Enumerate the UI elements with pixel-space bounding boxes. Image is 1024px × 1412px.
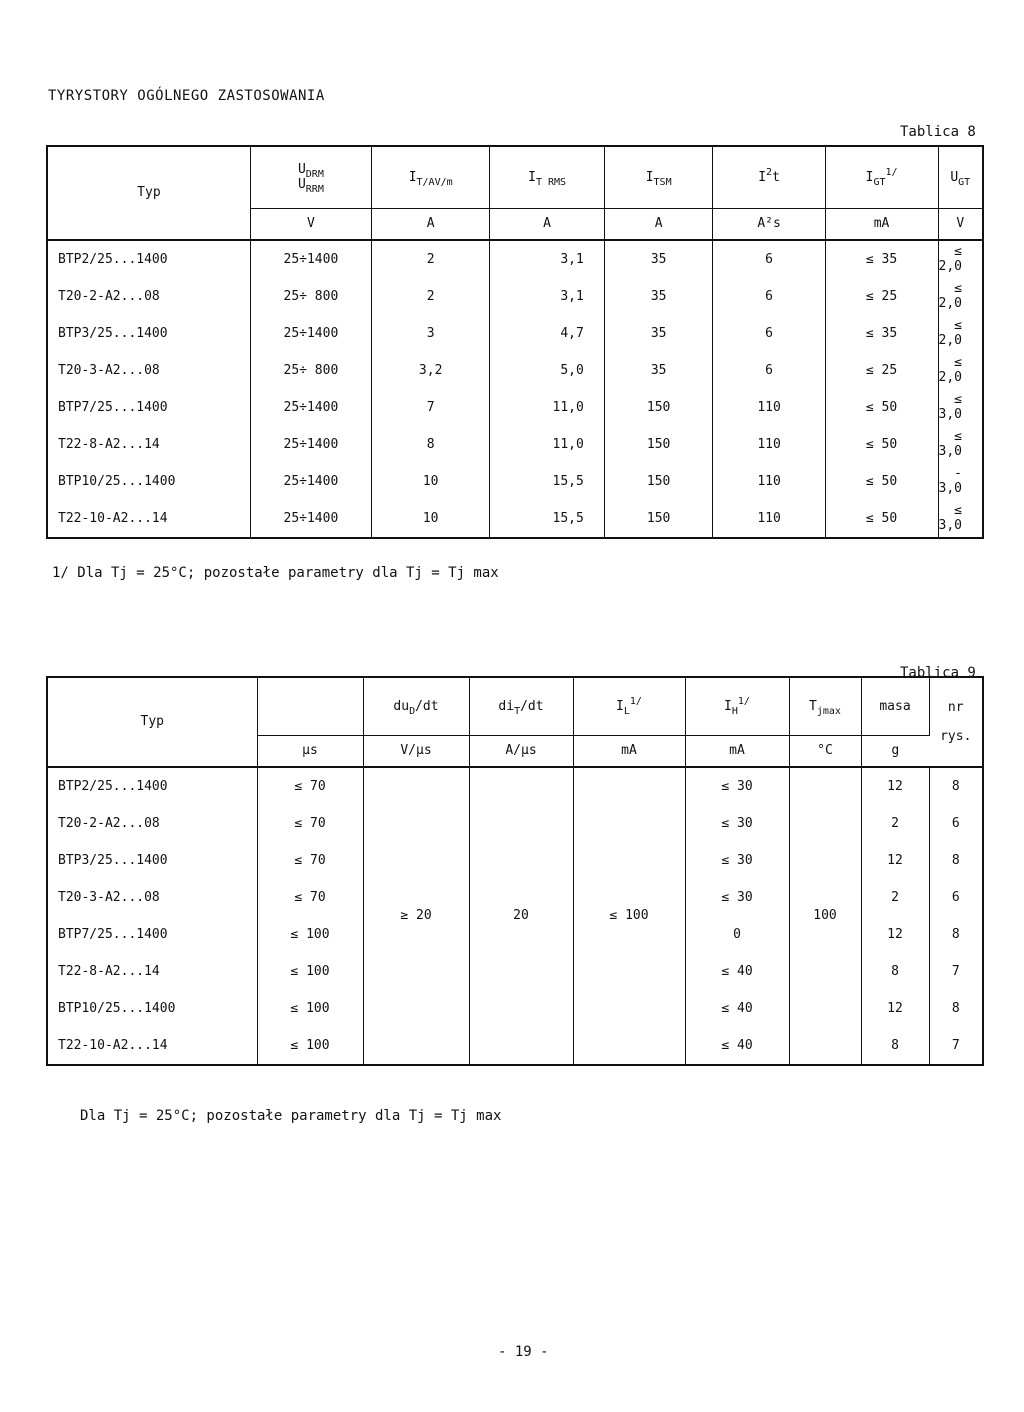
merged-cell-il: ≤ 100: [573, 767, 685, 1065]
table-cell: 3,1: [490, 240, 604, 278]
col-header-dud-dt: $du_D/dt$: [363, 677, 469, 735]
table-cell: 6: [951, 889, 960, 905]
table-cell: ≤ 2,0: [938, 244, 962, 274]
table-cell: 6: [713, 240, 825, 278]
table-cell: ≤ 100: [257, 916, 363, 953]
table-cell: 5,0: [490, 352, 604, 389]
col-header-nr: nr rys.: [929, 677, 983, 767]
table-cell: 8: [371, 426, 489, 463]
table-cell: 8: [951, 1000, 960, 1016]
table-cell: 150: [604, 426, 713, 463]
table-row: [47, 389, 983, 426]
unit-cell: A/µs: [469, 735, 573, 767]
table-row: [47, 463, 983, 500]
table-cell: - 3,0: [938, 466, 962, 496]
table-cell: ≤ 50: [825, 463, 938, 500]
col-header-itav: $I_{T/AV/m}$: [371, 146, 489, 208]
table-cell: 12: [861, 916, 929, 953]
unit-cell: mA: [825, 208, 938, 240]
table-cell: 6: [713, 278, 825, 315]
table-cell: T22-8-A2...14: [47, 426, 250, 463]
unit-cell: V: [250, 208, 371, 240]
unit-cell: A: [604, 208, 713, 240]
table-cell: ≤ 40: [685, 990, 789, 1027]
table-cell: ≤ 30: [685, 879, 789, 916]
unit-cell: µs: [257, 735, 363, 767]
table-cell: ≤ 50: [825, 426, 938, 463]
table-cell: BTP10/25...1400: [47, 463, 250, 500]
col-header-empty: [257, 677, 363, 735]
table-cell: ≤ 30: [685, 767, 789, 805]
table9-caption: Tablica 9: [900, 665, 976, 681]
table-cell: 110: [713, 426, 825, 463]
unit-cell: A: [371, 208, 489, 240]
table-cell: ≤ 50: [825, 500, 938, 538]
col-header-itrms: $I_{T RMS}$: [490, 146, 604, 208]
col-header-il: $I_L^{1/}$: [573, 677, 685, 735]
table-cell: 8: [951, 852, 960, 868]
table-cell: BTP7/25...1400: [47, 389, 250, 426]
table-cell: ≤ 25: [825, 352, 938, 389]
table-cell: 12: [861, 767, 929, 805]
table-cell: 10: [371, 463, 489, 500]
table-cell: ≤ 25: [825, 278, 938, 315]
table-cell: ≤ 40: [685, 1027, 789, 1065]
page-number: - 19 -: [498, 1344, 549, 1360]
table-cell: 35: [604, 278, 713, 315]
table-cell: 6: [713, 352, 825, 389]
table-row: [47, 426, 983, 463]
table-cell: ≤ 100: [257, 953, 363, 990]
table-row: [47, 240, 983, 278]
col-header-typ: Typ: [47, 146, 250, 240]
table-cell: T22-10-A2...14: [47, 500, 250, 538]
table-cell: ≤ 2,0: [938, 318, 962, 348]
table-cell: 25÷1400: [250, 315, 371, 352]
unit-cell: A: [490, 208, 604, 240]
table-cell: ≤ 70: [257, 842, 363, 879]
table-cell: 0: [685, 916, 789, 953]
table-cell: 110: [713, 463, 825, 500]
table-cell: 11,0: [490, 389, 604, 426]
table-cell: ≤ 100: [257, 1027, 363, 1065]
table-cell: 150: [604, 463, 713, 500]
table-cell: 8: [951, 926, 960, 942]
col-header-i2t: $I^2t$: [713, 146, 825, 208]
unit-cell: mA: [573, 735, 685, 767]
table-cell: 15,5: [490, 463, 604, 500]
unit-cell: mA: [685, 735, 789, 767]
table-cell: 3,2: [371, 352, 489, 389]
col-header-typ: Typ: [47, 677, 257, 767]
table-cell: ≤ 35: [825, 240, 938, 278]
table-cell: ≤ 3,0: [938, 392, 962, 422]
col-header-dit-dt: $di_T/dt$: [469, 677, 573, 735]
table-row: [47, 352, 983, 389]
table-cell: 15,5: [490, 500, 604, 538]
table8-footnote: 1/ Dla Tj = 25°C; pozostałe parametry dla Tj = Tj max: [52, 565, 499, 581]
table-cell: T20-3-A2...08: [47, 352, 250, 389]
table-cell: ≤ 3,0: [938, 503, 962, 533]
table-cell: ≤ 100: [257, 990, 363, 1027]
table8-caption: Tablica 8: [900, 124, 976, 140]
table-cell: ≤ 3,0: [938, 429, 962, 459]
table-cell: 35: [604, 240, 713, 278]
table-cell: BTP2/25...1400: [47, 767, 257, 805]
table-cell: 25÷ 800: [250, 278, 371, 315]
table9-footnote: Dla Tj = 25°C; pozostałe parametry dla Tj = Tj max: [80, 1108, 502, 1124]
unit-cell: °C: [789, 735, 861, 767]
table-cell: 3: [371, 315, 489, 352]
table-cell: ≤ 70: [257, 767, 363, 805]
table-cell: ≤ 50: [825, 389, 938, 426]
table-cell: 2: [371, 240, 489, 278]
table-cell: 25÷1400: [250, 463, 371, 500]
col-header-udrm-urrm: $U_{DRM}$ $U_{RRM}$: [250, 146, 371, 208]
table-cell: 11,0: [490, 426, 604, 463]
table-cell: T20-2-A2...08: [47, 278, 250, 315]
table-cell: 110: [713, 389, 825, 426]
table-cell: ≤ 70: [257, 805, 363, 842]
table-cell: BTP3/25...1400: [47, 842, 257, 879]
table-cell: BTP2/25...1400: [47, 240, 250, 278]
unit-cell: V: [938, 208, 983, 240]
col-header-ugt: $U_{GT}$: [950, 169, 971, 188]
table-row: [47, 767, 983, 805]
table-cell: 25÷1400: [250, 500, 371, 538]
table-cell: 3,1: [490, 278, 604, 315]
table-cell: 10: [371, 500, 489, 538]
table-row: [47, 278, 983, 315]
table-cell: 110: [713, 500, 825, 538]
table-cell: ≤ 30: [685, 842, 789, 879]
table-cell: 7: [951, 963, 960, 979]
page-title: TYRYSTORY OGÓLNEGO ZASTOSOWANIA: [48, 88, 325, 104]
unit-cell: V/µs: [363, 735, 469, 767]
table-cell: 12: [861, 842, 929, 879]
col-header-ih: $I_H^{1/}$: [685, 677, 789, 735]
table-cell: T22-8-A2...14: [47, 953, 257, 990]
table-cell: 12: [861, 990, 929, 1027]
table-cell: 6: [713, 315, 825, 352]
table-cell: ≤ 30: [685, 805, 789, 842]
table-cell: BTP3/25...1400: [47, 315, 250, 352]
table-cell: BTP7/25...1400: [47, 916, 257, 953]
table-cell: 35: [604, 315, 713, 352]
col-header-masa: masa: [861, 677, 929, 735]
table-cell: T22-10-A2...14: [47, 1027, 257, 1065]
merged-cell-dud-dt: ≥ 20: [363, 767, 469, 1065]
table-cell: 25÷1400: [250, 389, 371, 426]
table-9: [46, 676, 984, 1066]
table-cell: 2: [371, 278, 489, 315]
table-cell: 7: [371, 389, 489, 426]
table-cell: BTP10/25...1400: [47, 990, 257, 1027]
table-cell: 25÷1400: [250, 426, 371, 463]
table-cell: 8: [861, 1027, 929, 1065]
unit-cell: A²s: [713, 208, 825, 240]
table-cell: 150: [604, 500, 713, 538]
col-header-tjmax: $T_{jmax}$: [789, 677, 861, 735]
table-cell: 25÷1400: [250, 240, 371, 278]
table-cell: 2: [861, 805, 929, 842]
table9-header-row: [47, 677, 983, 735]
table-cell: 150: [604, 389, 713, 426]
table-cell: ≤ 2,0: [938, 281, 962, 311]
col-header-igt: $I_{GT}^{1/}$: [825, 146, 938, 208]
table-row: [47, 500, 983, 538]
table-cell: 2: [861, 879, 929, 916]
merged-cell-dit-dt: 20: [469, 767, 573, 1065]
table-cell: ≤ 35: [825, 315, 938, 352]
unit-cell: g: [861, 735, 929, 767]
table-cell: ≤ 70: [257, 879, 363, 916]
table-cell: ≤ 40: [685, 953, 789, 990]
col-header-itsm: $I_{TSM}$: [604, 146, 713, 208]
table-row: [47, 315, 983, 352]
table-cell: ≤ 2,0: [938, 355, 962, 385]
table-cell: 25÷ 800: [250, 352, 371, 389]
table-cell: T20-3-A2...08: [47, 879, 257, 916]
table-cell: 4,7: [490, 315, 604, 352]
table8-header-row: [47, 146, 983, 208]
table-cell: 8: [951, 778, 960, 794]
table-8: [46, 145, 984, 539]
table-cell: 6: [951, 815, 960, 831]
table-cell: T20-2-A2...08: [47, 805, 257, 842]
merged-cell-tjmax: 100: [789, 767, 861, 1065]
table-cell: 7: [951, 1037, 960, 1053]
table-cell: 35: [604, 352, 713, 389]
table-cell: 8: [861, 953, 929, 990]
